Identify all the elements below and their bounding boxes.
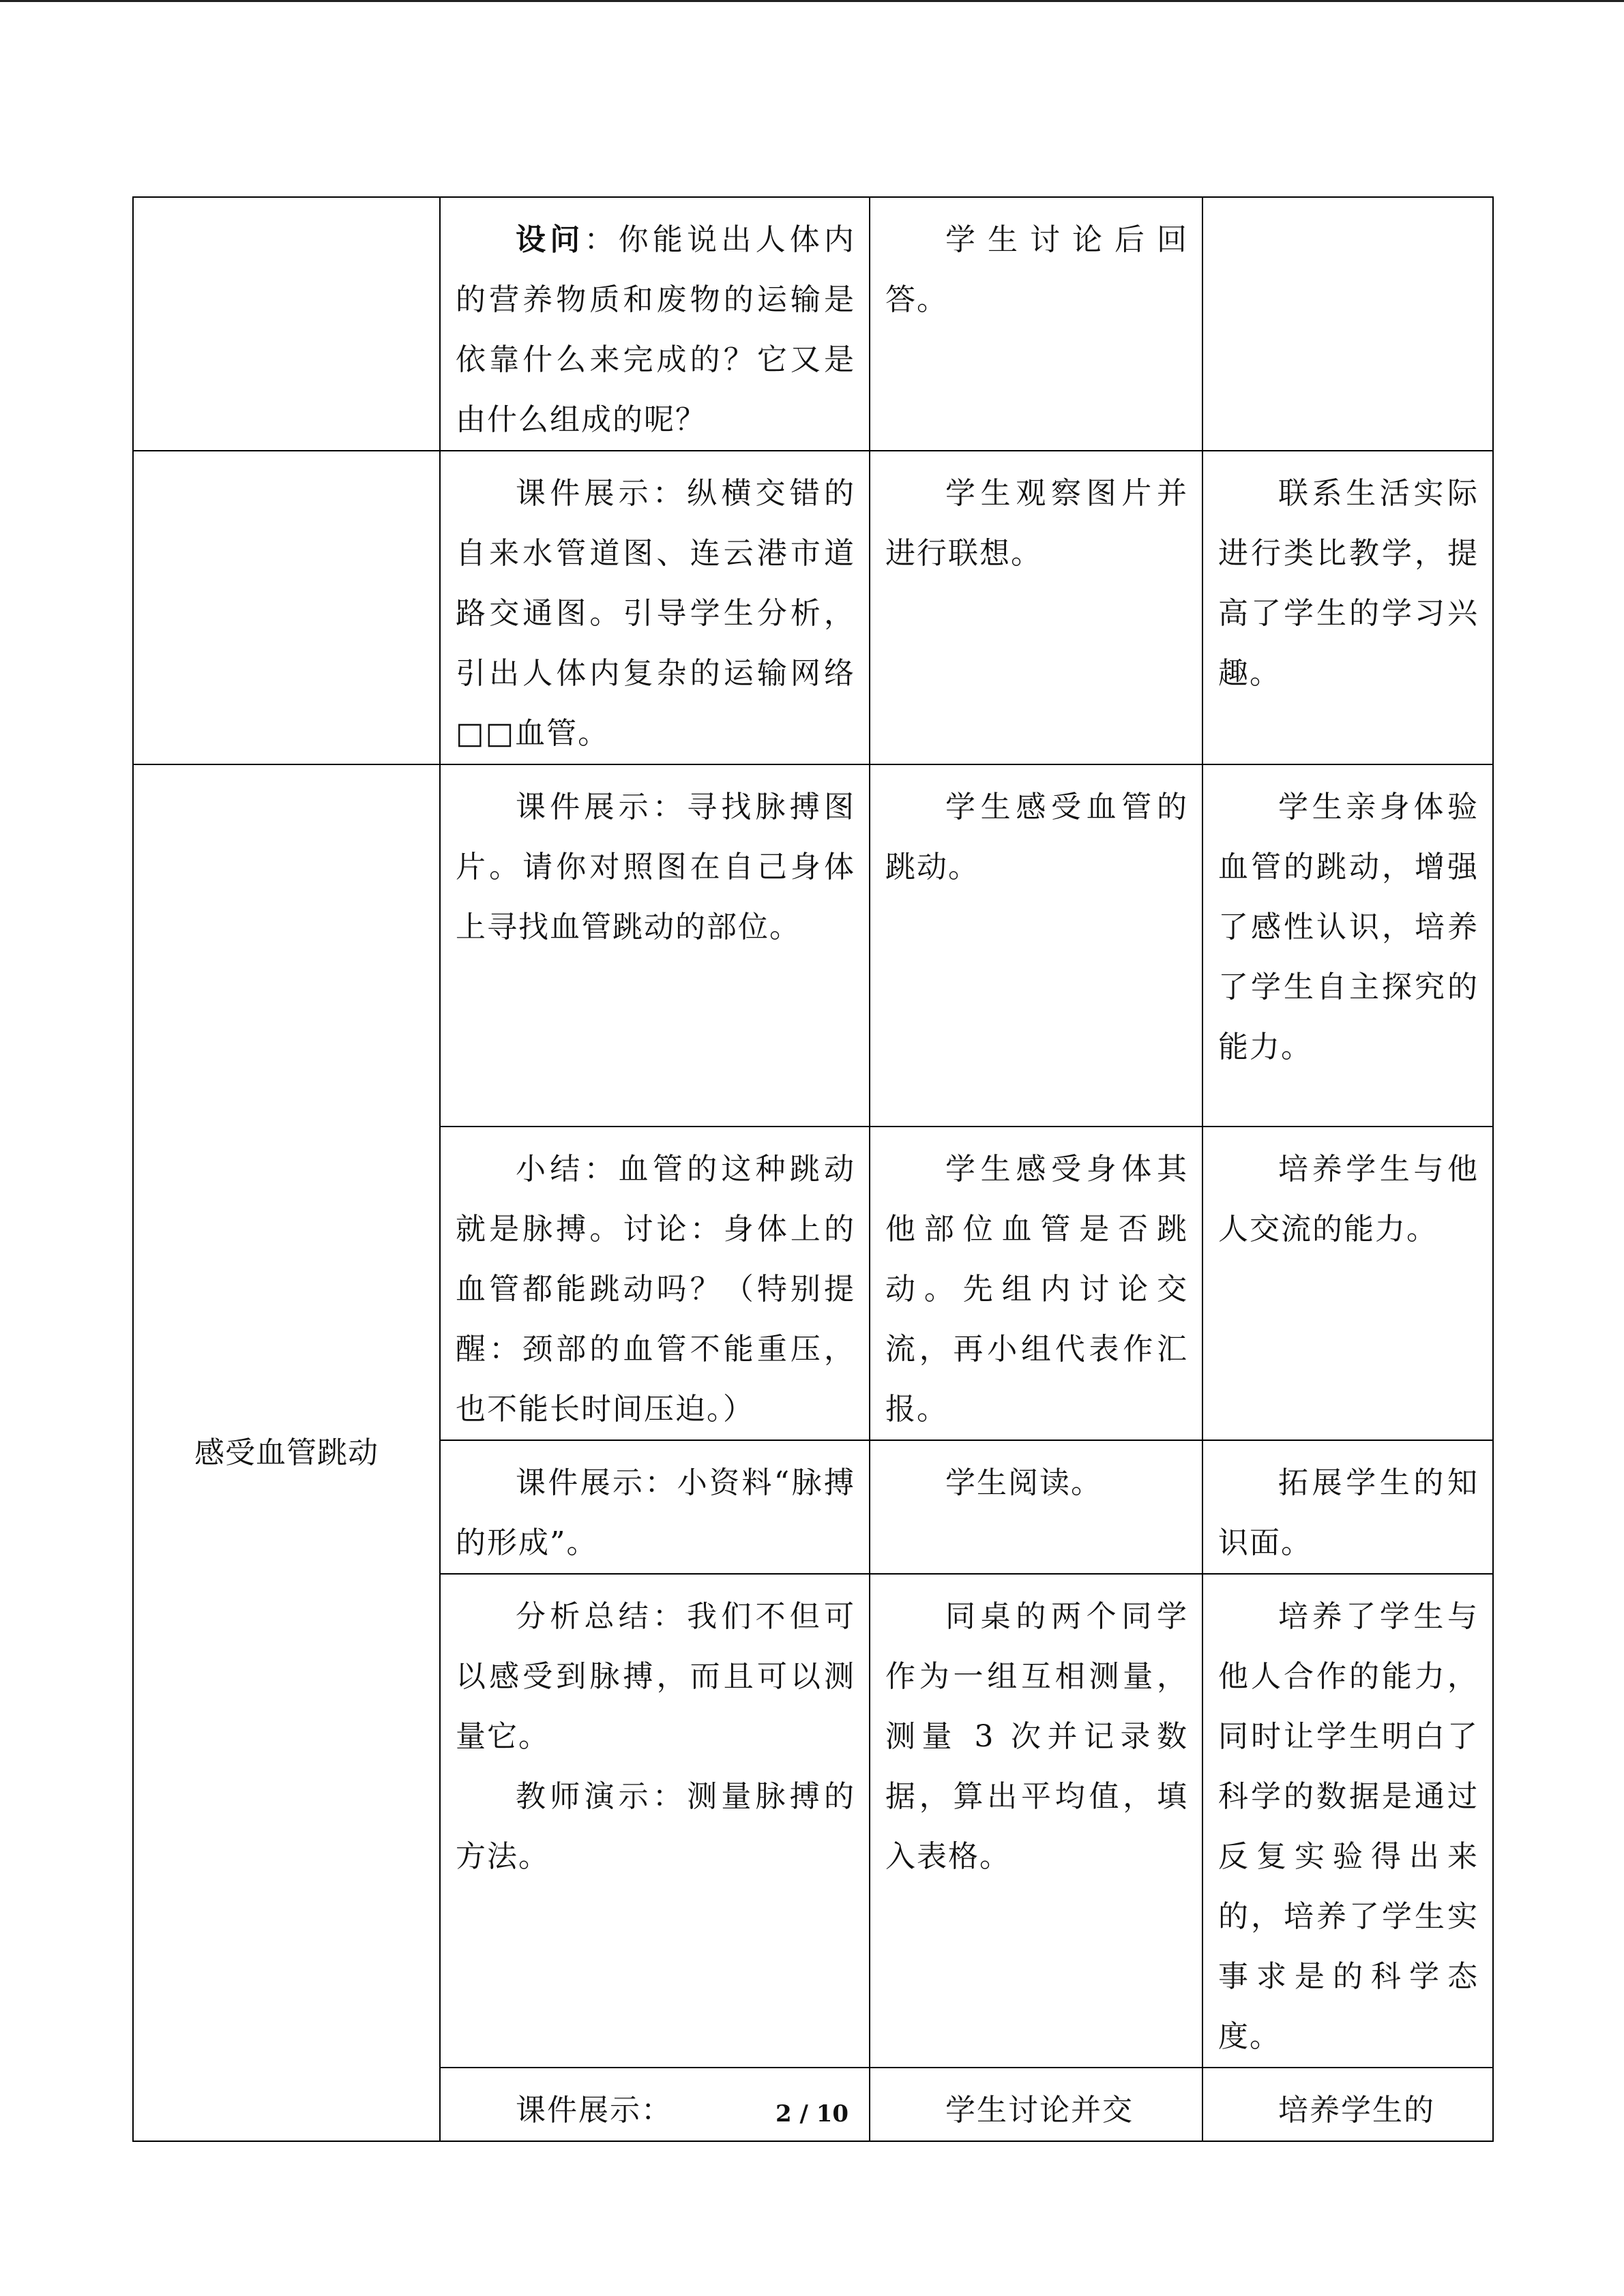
student-activity-text: 学生讨论并交 xyxy=(945,2093,1134,2128)
stage-cell-empty xyxy=(133,197,440,451)
design-intent-text: 培养学生与他人交流的能力。 xyxy=(1218,1152,1479,1247)
stage-title: 感受血管跳动 xyxy=(194,1435,379,1470)
teacher-activity-text: 小结：血管的这种跳动就是脉搏。讨论：身体上的血管都能跳动吗？（特别提醒：颈部的血管不能重压，也不能长时间压迫。） xyxy=(456,1152,855,1427)
teacher-activity-cell xyxy=(440,1574,870,2068)
teacher-activity-text: 课件展示：寻找脉搏图片。请你对照图在自己身体上寻找血管跳动的部位。 xyxy=(456,790,855,944)
table-row xyxy=(133,451,1493,764)
student-activity-text: 学生阅读。 xyxy=(945,1465,1102,1500)
student-activity-cell xyxy=(870,764,1202,1127)
teacher-activity-cell xyxy=(440,764,870,1127)
student-activity-text: 学生感受身体其他部位血管是否跳动。先组内讨论交流，再小组代表作汇报。 xyxy=(885,1152,1188,1427)
student-activity-text: 学生讨论后回答。 xyxy=(885,222,1188,317)
student-activity-cell xyxy=(870,1440,1202,1574)
stage-cell xyxy=(133,764,440,2141)
design-intent-text: 培养学生的 xyxy=(1278,2093,1435,2128)
design-intent-cell xyxy=(1202,451,1493,764)
page-top-border xyxy=(0,0,1624,2)
lesson-plan-table xyxy=(132,196,1494,2142)
student-activity-text: 学生感受血管的跳动。 xyxy=(885,790,1188,884)
table-row xyxy=(133,764,1493,1127)
student-activity-text: 学生观察图片并进行联想。 xyxy=(885,476,1188,571)
teacher-activity-cell xyxy=(440,451,870,764)
teacher-activity-cell xyxy=(440,197,870,451)
teacher-activity-text-2: 教师演示：测量脉搏的方法。 xyxy=(456,1779,855,1874)
teacher-activity-text: ：你能说出人体内的营养物质和废物的运输是依靠什么来完成的？它又是由什么组成的呢？ xyxy=(456,222,856,437)
student-activity-text: 同桌的两个同学作为一组互相测量，测量 3 次并记录数据，算出平均值，填入表格。 xyxy=(885,1599,1188,1874)
design-intent-text: 培养了学生与他人合作的能力，同时让学生明白了科学的数据是通过反复实验得出来的，培养了学生实事求是的科学态度。 xyxy=(1218,1599,1479,2054)
student-activity-cell xyxy=(870,1574,1202,2068)
design-intent-cell xyxy=(1202,1127,1493,1440)
design-intent-cell xyxy=(1202,197,1493,451)
design-intent-cell xyxy=(1202,1574,1493,2068)
question-label: 设问 xyxy=(516,222,585,257)
teacher-activity-text: 课件展示： xyxy=(516,2093,673,2128)
design-intent-cell xyxy=(1202,1440,1493,1574)
stage-cell-empty xyxy=(133,451,440,764)
teacher-activity-cell xyxy=(440,1440,870,1574)
design-intent-text: 联系生活实际进行类比教学，提高了学生的学习兴趣。 xyxy=(1218,476,1479,691)
teacher-activity-text: 课件展示：纵横交错的自来水管道图、连云港市道路交通图。引导学生分析，引出人体内复杂的运输网络□□血管。 xyxy=(456,476,855,751)
teacher-activity-text: 分析总结：我们不但可以感受到脉搏，而且可以测量它。 xyxy=(456,1599,855,1754)
design-intent-cell xyxy=(1202,764,1493,1127)
teacher-activity-cell xyxy=(440,1127,870,1440)
teacher-activity-text: 课件展示：小资料“脉搏的形成”。 xyxy=(456,1465,855,1560)
page-number: 2 / 10 xyxy=(775,2100,849,2128)
design-intent-text: 学生亲身体验血管的跳动，增强了感性认识，培养了学生自主探究的能力。 xyxy=(1218,790,1479,1064)
student-activity-cell xyxy=(870,197,1202,451)
student-activity-cell xyxy=(870,1127,1202,1440)
design-intent-text: 拓展学生的知识面。 xyxy=(1218,1465,1479,1560)
student-activity-cell xyxy=(870,451,1202,764)
table-row xyxy=(133,197,1493,451)
